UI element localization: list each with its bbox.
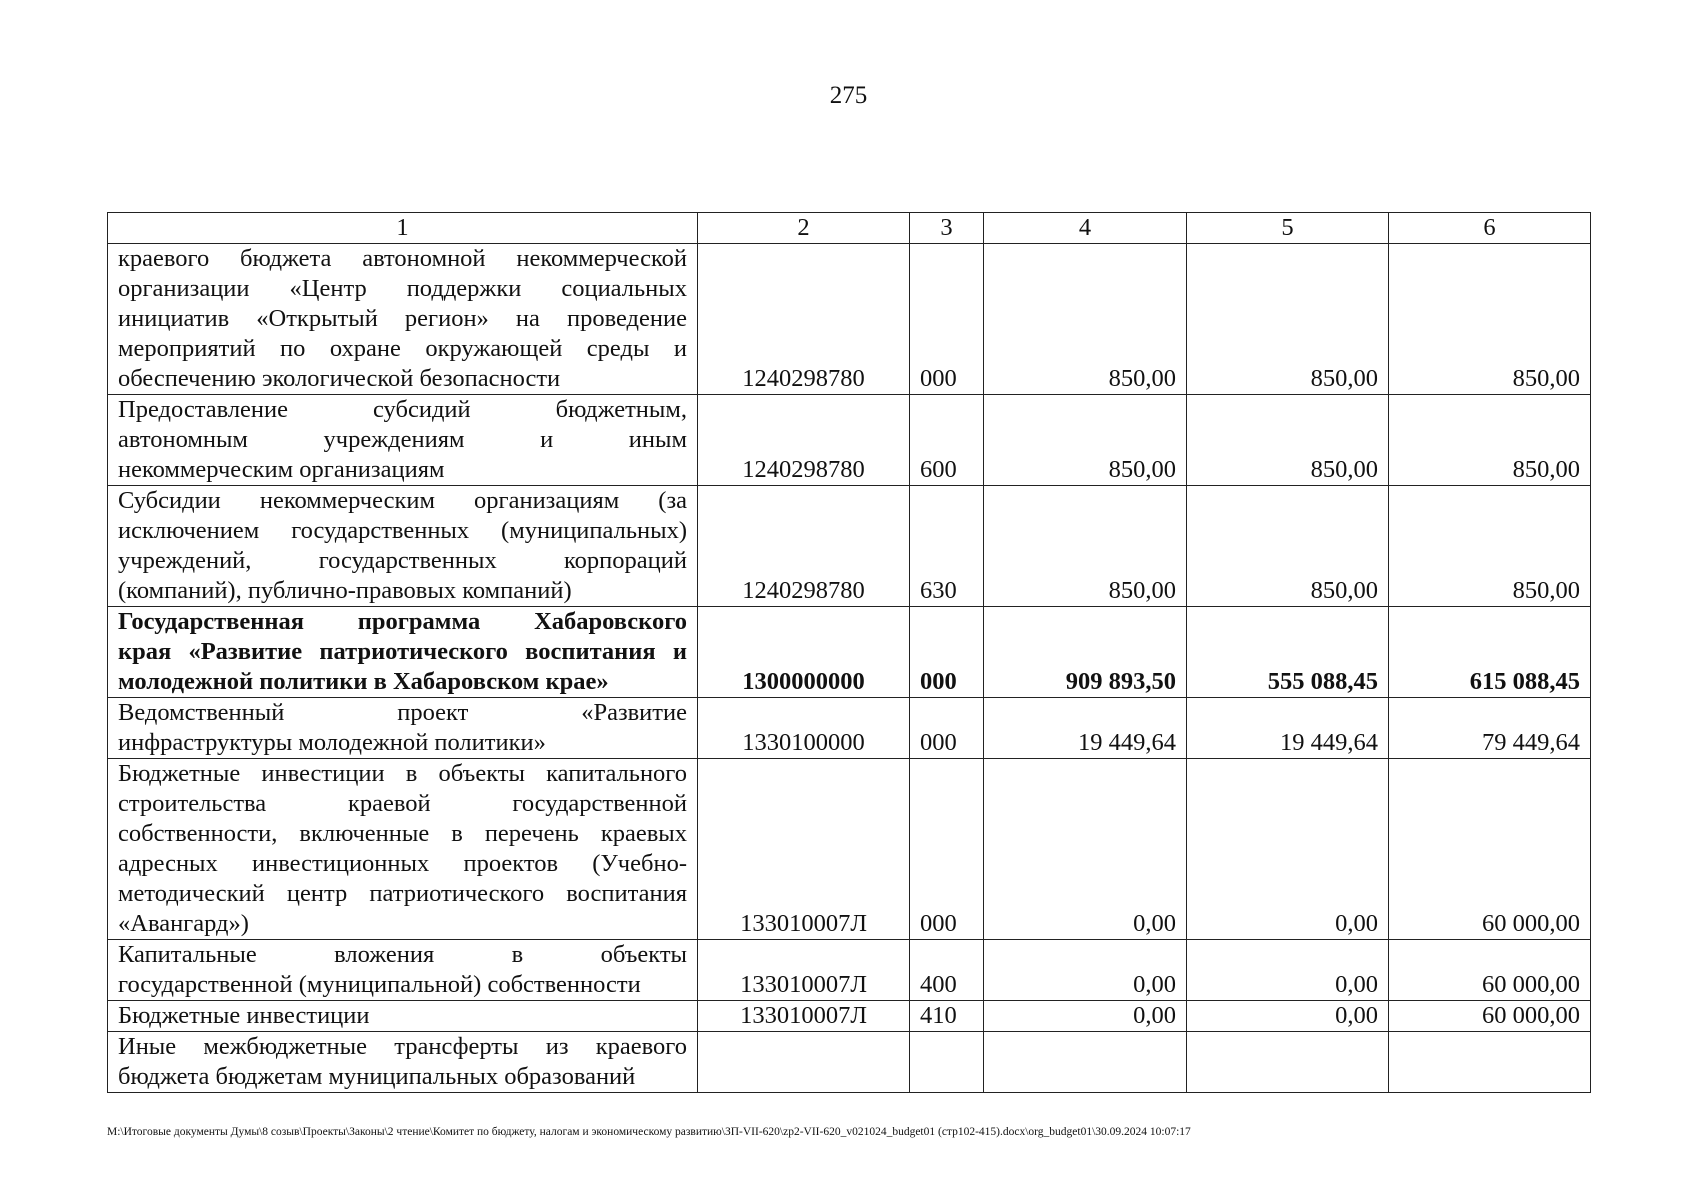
header-cell: 3: [910, 213, 984, 244]
row-name-line: Бюджетные инвестиции: [118, 1002, 370, 1029]
expense-type-code: 000: [910, 759, 984, 940]
table-row: [108, 940, 1591, 1001]
target-article-code: 1300000000: [698, 607, 910, 698]
row-name-line: Капитальные вложения в объекты: [118, 941, 687, 968]
amount-col-6: 850,00: [1389, 486, 1591, 607]
row-name-line: Субсидии некоммерческим организациям (за: [118, 487, 687, 514]
amount-col-6: 79 449,64: [1389, 698, 1591, 759]
amount-col-4: 0,00: [984, 759, 1187, 940]
amount-col-4: 850,00: [984, 395, 1187, 486]
amount-col-5: 850,00: [1187, 486, 1389, 607]
amount-col-6: 850,00: [1389, 244, 1591, 395]
amount-col-4: 850,00: [984, 244, 1187, 395]
row-name-line: Иные межбюджетные трансферты из краевого: [118, 1033, 687, 1060]
row-name-cell: [108, 940, 698, 1001]
row-name-cell: [108, 395, 698, 486]
amount-col-6: 850,00: [1389, 395, 1591, 486]
row-name-line: бюджета бюджетам муниципальных образований: [118, 1063, 636, 1090]
target-article-code: 1240298780: [698, 244, 910, 395]
amount-col-6: 60 000,00: [1389, 940, 1591, 1001]
amount-col-5: 555 088,45: [1187, 607, 1389, 698]
amount-col-5: 850,00: [1187, 395, 1389, 486]
table-row: [108, 759, 1591, 940]
header-cell: 5: [1187, 213, 1389, 244]
target-article-code: 133010007Л: [698, 759, 910, 940]
page-number: 275: [829, 82, 868, 109]
row-name-line: строительства краевой государственной: [118, 790, 687, 817]
target-article-code: 133010007Л: [698, 1001, 910, 1032]
row-name-cell: [108, 607, 698, 698]
amount-col-4: 0,00: [984, 940, 1187, 1001]
amount-col-4: [984, 1032, 1187, 1093]
row-name-cell: [108, 1001, 698, 1032]
amount-col-5: [1187, 1032, 1389, 1093]
table-row: [108, 395, 1591, 486]
table-row: [108, 1001, 1591, 1032]
target-article-code: [698, 1032, 910, 1093]
expense-type-code: 400: [910, 940, 984, 1001]
amount-col-6: 60 000,00: [1389, 1001, 1591, 1032]
amount-col-5: 0,00: [1187, 759, 1389, 940]
row-name-line: края «Развитие патриотического воспитания и: [118, 638, 687, 665]
row-name-line: учреждений, государственных корпораций: [118, 547, 687, 574]
row-name-line: «Авангард»): [118, 910, 249, 937]
header-cell: 1: [108, 213, 698, 244]
expense-type-code: 410: [910, 1001, 984, 1032]
table-row: [108, 607, 1591, 698]
table-row: [108, 244, 1591, 395]
row-name-line: мероприятий по охране окружающей среды и: [118, 335, 687, 362]
file-path-footer: M:\Итоговые документы Думы\8 созыв\Проекты\Законы\2 чтение\Комитет по бюджету, налогам и экономическому развитию\ЗП-VII-620\zp2-VII-620_v021024_budget01 (стр102-415).docx\org_budget01\30.09.2024 10:07:17: [107, 1126, 1191, 1138]
table-header-row: [108, 213, 1591, 244]
expense-type-code: 000: [910, 698, 984, 759]
amount-col-5: 0,00: [1187, 940, 1389, 1001]
row-name-line: Бюджетные инвестиции в объекты капитального: [118, 760, 687, 787]
row-name-cell: [108, 1032, 698, 1093]
row-name-line: исключением государственных (муниципальных): [118, 517, 687, 544]
row-name-line: Предоставление субсидий бюджетным,: [118, 396, 687, 423]
amount-col-4: 19 449,64: [984, 698, 1187, 759]
header-cell: 4: [984, 213, 1187, 244]
expense-type-code: 000: [910, 244, 984, 395]
row-name-line: адресных инвестиционных проектов (Учебно-: [118, 850, 687, 877]
row-name-line: организации «Центр поддержки социальных: [118, 275, 687, 302]
row-name-line: некоммерческим организациям: [118, 456, 445, 483]
target-article-code: 133010007Л: [698, 940, 910, 1001]
expense-type-code: [910, 1032, 984, 1093]
row-name-line: государственной (муниципальной) собственности: [118, 971, 641, 998]
row-name-line: молодежной политики в Хабаровском крае»: [118, 668, 609, 695]
header-cell: 6: [1389, 213, 1591, 244]
row-name-line: инфраструктуры молодежной политики»: [118, 729, 546, 756]
row-name-line: Ведомственный проект «Развитие: [118, 699, 687, 726]
amount-col-4: 0,00: [984, 1001, 1187, 1032]
amount-col-4: 850,00: [984, 486, 1187, 607]
expense-type-code: 630: [910, 486, 984, 607]
amount-col-5: 19 449,64: [1187, 698, 1389, 759]
amount-col-6: 615 088,45: [1389, 607, 1591, 698]
row-name-cell: [108, 759, 698, 940]
target-article-code: 1240298780: [698, 395, 910, 486]
table-row: [108, 698, 1591, 759]
amount-col-6: [1389, 1032, 1591, 1093]
row-name-line: собственности, включенные в перечень краевых: [118, 820, 687, 847]
amount-col-4: 909 893,50: [984, 607, 1187, 698]
row-name-line: инициатив «Открытый регион» на проведение: [118, 305, 687, 332]
row-name-line: обеспечению экологической безопасности: [118, 365, 561, 392]
target-article-code: 1240298780: [698, 486, 910, 607]
row-name-line: автономным учреждениям и иным: [118, 426, 687, 453]
expense-type-code: 600: [910, 395, 984, 486]
table-row: [108, 1032, 1591, 1093]
expense-type-code: 000: [910, 607, 984, 698]
row-name-cell: [108, 244, 698, 395]
amount-col-5: 0,00: [1187, 1001, 1389, 1032]
row-name-cell: [108, 486, 698, 607]
target-article-code: 1330100000: [698, 698, 910, 759]
budget-table: [107, 212, 1591, 1093]
row-name-line: краевого бюджета автономной некоммерческой: [118, 245, 687, 272]
table-row: [108, 486, 1591, 607]
row-name-cell: [108, 698, 698, 759]
amount-col-6: 60 000,00: [1389, 759, 1591, 940]
amount-col-5: 850,00: [1187, 244, 1389, 395]
row-name-line: Государственная программа Хабаровского: [118, 608, 687, 635]
row-name-line: (компаний), публично-правовых компаний): [118, 577, 572, 604]
header-cell: 2: [698, 213, 910, 244]
row-name-line: методический центр патриотического воспитания: [118, 880, 687, 907]
